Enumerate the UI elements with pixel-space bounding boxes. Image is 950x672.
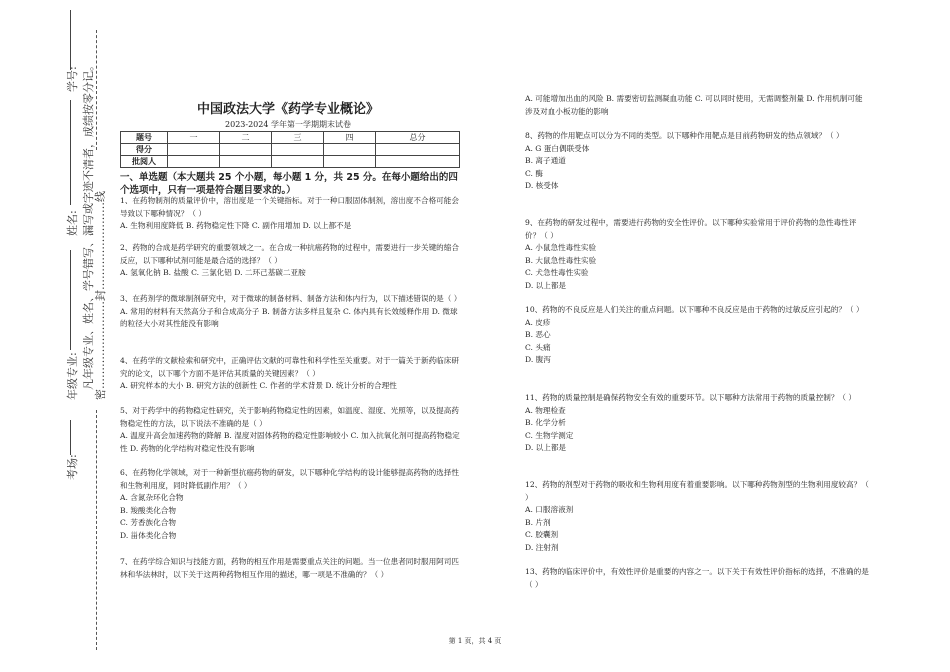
question-option[interactable]: B. 片剂 (525, 517, 551, 527)
question-stem: 1、在药物制剂的质量评价中，溶出度是一个关键指标。对于一种口服固体制剂，溶出度不合格可能会导致以下哪种情况？（ ） (120, 196, 459, 218)
score-header-cell: 题号 (121, 132, 168, 144)
question-stem: 12、药物的剂型对于药物的吸收和生物利用度有着重要影响。以下哪种药物剂型的生物利用度较高？（ ） (525, 480, 869, 502)
score-cell[interactable] (272, 144, 324, 156)
question-stem: 10、药物的不良反应是人们关注的重点问题。以下哪种不良反应是由于药物的过敏反应引起的？（ ） (525, 305, 864, 314)
question-6 (120, 467, 460, 542)
page-footer: 第 1 页，共 4 页 (448, 637, 502, 645)
question-4 (120, 355, 460, 393)
score-cell[interactable] (376, 144, 460, 156)
question-stem: 3、在药剂学的微球制剂研究中，对于微球的制备材料、制备方法和体内行为，以下描述错误的是（ ） (120, 294, 462, 303)
grader-cell[interactable] (220, 156, 272, 168)
question-option[interactable]: A. 物理检查 (525, 405, 566, 415)
question-option[interactable]: A. 研究样本的大小 B. 研究方法的创新性 C. 作者的学术背景 D. 统计分析的合理性 (120, 381, 397, 390)
exam-site-line (70, 420, 71, 455)
question-option[interactable]: A. 含氮杂环化合物 (120, 493, 184, 502)
score-header-cell: 四 (324, 132, 376, 144)
section-heading: 一、单选题（本大题共 25 个小题，每小题 1 分，共 25 分。在每小题给出的四个选项中，只有一项是符合题目要求的。） (120, 172, 458, 196)
score-header-cell: 总分 (376, 132, 460, 144)
question-1 (120, 195, 460, 233)
student-id-line (70, 10, 71, 70)
question-stem: 9、在药物的研发过程中，需要进行药物的安全性评价。以下哪种实验常用于评价药物的急性毒性评价？（ ） (525, 218, 857, 240)
score-row (121, 144, 460, 156)
notice-text: 凡年级专业、姓名、学号错写、漏写或字迹不清者，成绩按零分记。 (82, 60, 95, 390)
score-cell[interactable] (220, 144, 272, 156)
question-5 (120, 405, 460, 455)
question-stem: 5、对于药学中的药物稳定性研究，关于影响药物稳定性的因素，如温度、湿度、光照等，以及提高药物稳定性的方法，以下说法不准确的是（ ） (120, 406, 459, 428)
name-line (70, 100, 71, 205)
exam-title: 中国政法大学《药学专业概论》 (196, 102, 379, 117)
question-option[interactable]: D. 以上都是 (525, 280, 567, 290)
grader-cell[interactable] (272, 156, 324, 168)
question-option[interactable]: C. 胶囊剂 (525, 530, 559, 539)
question-option[interactable]: A. 口服溶液剂 (525, 505, 574, 514)
score-header-cell: 三 (272, 132, 324, 144)
question-option[interactable]: C. 头痛 (525, 342, 551, 352)
question-12 (525, 479, 870, 554)
question-3 (120, 293, 460, 331)
student-id-label: 学号: (66, 66, 79, 92)
question-option[interactable]: C. 芳香族化合物 (120, 518, 176, 527)
question-option[interactable]: D. 甾体类化合物 (120, 530, 177, 540)
binding-margin (0, 0, 110, 672)
question-option[interactable]: A. G 蛋白偶联受体 (525, 143, 590, 153)
question-stem: 7、在药学综合知识与技能方面，药物的相互作用是需要重点关注的问题。当一位患者同时服用阿司匹林和华法林时，以下关于这两种药物相互作用的描述，哪一项是不准确的？（ ） (120, 557, 459, 579)
question-13 (525, 566, 870, 591)
question-option[interactable]: C. 酶 (525, 168, 543, 178)
question-stem: 11、药物的质量控制是确保药物安全有效的重要环节。以下哪种方法常用于药物的质量控制？（ ） (525, 393, 857, 402)
seal-dash-bottom (96, 410, 97, 650)
question-option[interactable]: A. 皮疹 (525, 317, 551, 327)
score-table (120, 131, 460, 168)
seal-dash-top (96, 30, 97, 150)
question-option[interactable]: A. 生物利用度降低 B. 药物稳定性下降 C. 副作用增加 D. 以上都不是 (120, 221, 352, 230)
question-stem: 4、在药学的文献检索和研究中，正确评估文献的可靠性和科学性至关重要。对于一篇关于新药临床研究的论文，以下哪个方面不是评估其质量的关键因素？（ ） (120, 356, 459, 378)
score-header-row (121, 132, 460, 144)
question-10 (525, 304, 870, 367)
question-option[interactable]: A. 氢氧化钠 B. 盐酸 C. 三氯化铝 D. 二环己基碳二亚胺 (120, 268, 306, 277)
score-cell[interactable] (324, 144, 376, 156)
question-7 (120, 556, 460, 581)
question-option[interactable]: A. 小鼠急性毒性实验 (525, 243, 597, 252)
question-7-options (525, 93, 870, 118)
question-option[interactable]: D. 腹泻 (525, 355, 551, 364)
question-stem: 13、药物的临床评价中，有效性评价是重要的内容之一。以下关于有效性评价指标的选择，不准确的是（ ） (525, 567, 869, 589)
score-row-label: 得分 (121, 144, 168, 156)
exam-site-label: 考场: (66, 454, 79, 480)
question-2 (120, 242, 460, 280)
question-8 (525, 130, 870, 193)
grader-cell[interactable] (376, 156, 460, 168)
question-stem: 6、在药物化学领域，对于一种新型抗癌药物的研发，以下哪种化学结构的设计能够提高药物的选择性和生物利用度，同时降低副作用？（ ） (120, 468, 459, 490)
question-option[interactable]: B. 恶心 (525, 330, 551, 339)
name-label: 姓名: (66, 210, 79, 236)
question-stem: 2、药物的合成是药学研究的重要领域之一。在合成一种抗癌药物的过程中，需要进行一步关键的缩合反应，以下哪种试剂可能是最合适的选择？（ ） (120, 243, 459, 265)
question-option[interactable]: D. 注射剂 (525, 542, 559, 552)
grader-row (121, 156, 460, 168)
question-option[interactable]: B. 羧酸类化合物 (120, 505, 176, 515)
question-option[interactable]: B. 化学分析 (525, 418, 566, 427)
seal-text: 密……………………封……………………线 (94, 191, 107, 400)
score-header-cell: 二 (220, 132, 272, 144)
question-option[interactable]: B. 离子通道 (525, 156, 566, 165)
question-option[interactable]: A. 温度升高会加速药物的降解 B. 湿度对固体药物的稳定性影响较小 C. 加入抗氧化剂可提高药物稳定性 D. 药物的化学结构对稳定性没有影响 (120, 431, 460, 453)
question-9 (525, 217, 870, 292)
major-line (70, 250, 71, 350)
question-option[interactable]: A. 常用的材料有天然高分子和合成高分子 B. 制备方法多样且复杂 C. 体内具有长效缓释作用 D. 微球的粒径大小对其性能没有影响 (120, 306, 458, 328)
major-label: 年级专业: (66, 352, 79, 400)
question-stem: 8、药物的作用靶点可以分为不同的类型。以下哪种作用靶点是目前药物研发的热点领域？（ ） (525, 131, 844, 140)
question-option[interactable]: D. 以上都是 (525, 443, 567, 452)
question-option[interactable]: B. 大鼠急性毒性实验 (525, 255, 597, 265)
score-header-cell: 一 (168, 132, 220, 144)
question-option[interactable]: D. 核受体 (525, 181, 559, 190)
exam-subtitle: 2023-2024 学年第一学期期末试卷 (225, 120, 351, 129)
grader-row-label: 批阅人 (121, 156, 168, 168)
question-11 (525, 392, 870, 455)
grader-cell[interactable] (324, 156, 376, 168)
question-option[interactable]: A. 可能增加出血的风险 B. 需要密切监测凝血功能 C. 可以同时使用，无需调整剂量 D. 作用机制可能涉及对血小板功能的影响 (525, 94, 863, 116)
grader-cell[interactable] (168, 156, 220, 168)
question-option[interactable]: C. 生物学测定 (525, 430, 574, 440)
score-cell[interactable] (168, 144, 220, 156)
question-option[interactable]: C. 犬急性毒性实验 (525, 268, 589, 277)
